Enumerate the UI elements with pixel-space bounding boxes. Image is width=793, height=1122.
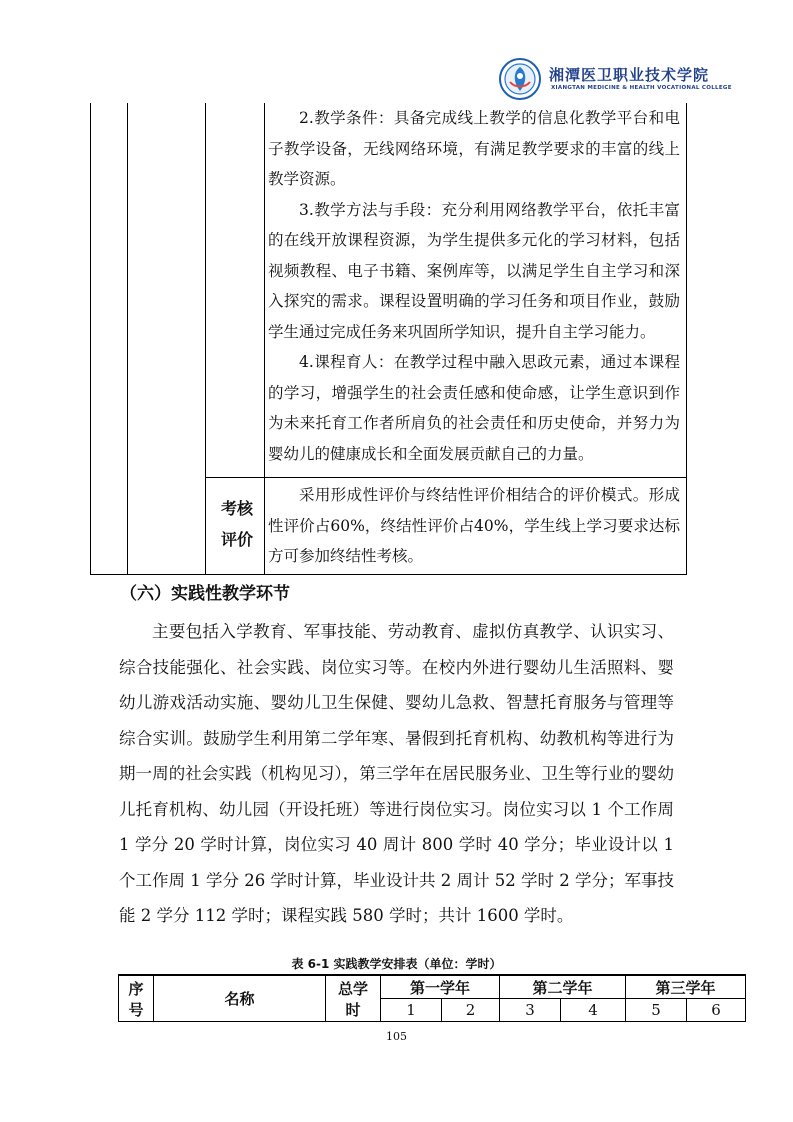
- term-header: 5: [626, 999, 687, 1022]
- table-border-right: [686, 103, 687, 575]
- table-header-row: [119, 975, 746, 999]
- course-table-continuation: [90, 103, 687, 575]
- year1-header: 第一学年: [381, 975, 500, 999]
- college-emblem-icon: [499, 58, 541, 100]
- practice-schedule-table: [118, 974, 746, 1022]
- total-hours-header-line2: 时: [345, 1000, 361, 1019]
- section-title: （六）实践性教学环节: [120, 584, 290, 604]
- table-column-divider: [127, 103, 128, 575]
- page-number: 105: [386, 1030, 407, 1043]
- seq-header-line2: 号: [128, 1000, 144, 1019]
- table-border-left: [90, 103, 91, 575]
- teaching-conditions-paragraph: 2.教学条件：具备完成线上教学的信息化教学平台和电子教学设备，无线网络环境，有满足教学要求的丰富的线上教学资源。: [268, 109, 680, 188]
- course-education-paragraph: 4.课程育人：在教学过程中融入思政元素，通过本课程的学习，增强学生的社会责任感和使命感，让学生意识到作为未来托育工作者所肩负的社会责任和历史使命，并努力为婴幼儿的健康成长和全面发展贡献自己的力量。: [268, 353, 680, 463]
- section-body: [119, 614, 674, 934]
- college-name-cn: 湘潭医卫职业技术学院: [549, 66, 710, 84]
- table-caption: 表 6-1 实践教学安排表（单位：学时）: [291, 957, 502, 971]
- total-hours-header: [326, 975, 381, 1022]
- name-header: 名称: [154, 975, 326, 1022]
- college-logo: [499, 58, 749, 102]
- term-header: 1: [381, 999, 442, 1022]
- assessment-label-line1: 考核: [220, 499, 253, 518]
- year2-header: 第二学年: [500, 975, 626, 999]
- term-header: 2: [442, 999, 500, 1022]
- teaching-notes-cell: [268, 103, 680, 469]
- assessment-cell: [268, 480, 680, 572]
- teaching-methods-paragraph: 3.教学方法与手段：充分利用网络教学平台，依托丰富的在线开放课程资源，为学生提供多元化的学习材料，包括视频教程、电子书籍、案例库等，以满足学生自主学习和深入探究的需求。课程设置明确的学习任务和项目作业，鼓励学生通过完成任务来巩固所学知识，提升自主学习能力。: [268, 200, 680, 341]
- year3-header: 第三学年: [626, 975, 746, 999]
- seq-header: [119, 975, 154, 1022]
- seq-header-line1: 序: [128, 979, 144, 998]
- college-name-en: XIANGTAN MEDICINE & HEALTH VOCATIONAL COLLEGE: [551, 85, 732, 91]
- term-header: 3: [500, 999, 561, 1022]
- assessment-text: 采用形成性评价与终结性评价相结合的评价模式。形成性评价占60%，终结性评价占40%，学生线上学习要求达标方可参加终结性考核。: [268, 486, 680, 565]
- table-border-bottom: [90, 574, 687, 575]
- assessment-label-line2: 评价: [220, 530, 253, 549]
- term-header: 4: [561, 999, 626, 1022]
- practice-description-paragraph: 主要包括入学教育、军事技能、劳动教育、虚拟仿真教学、认识实习、综合技能强化、社会实践、岗位实习等。在校内外进行婴幼儿生活照料、婴幼儿游戏活动实施、婴幼儿卫生保健、婴幼儿急救、智慧托育服务与管理等综合实训。鼓励学生利用第二学年寒、暑假到托育机构、幼教机构等进行为期一周的社会实践（机构见习），第三学年在居民服务业、卫生等行业的婴幼儿托育机构、幼儿园（开设托班）等进行岗位实习。岗位实习以 1 个工作周 1 学分 20 学时计算，岗位实习 40 周计 800 学时 40 学分；毕业设计以 1 个工作周 1 学分 26 学时计算，毕业设计共 2 周计 52 学时 2 学分；军事技能 2 学分 112 学时；课程实践 580 学时；共计 1600 学时。: [119, 622, 674, 925]
- total-hours-header-line1: 总学: [337, 979, 368, 998]
- table-row-divider: [205, 477, 687, 478]
- table-column-divider: [205, 103, 206, 575]
- term-header: 6: [687, 999, 746, 1022]
